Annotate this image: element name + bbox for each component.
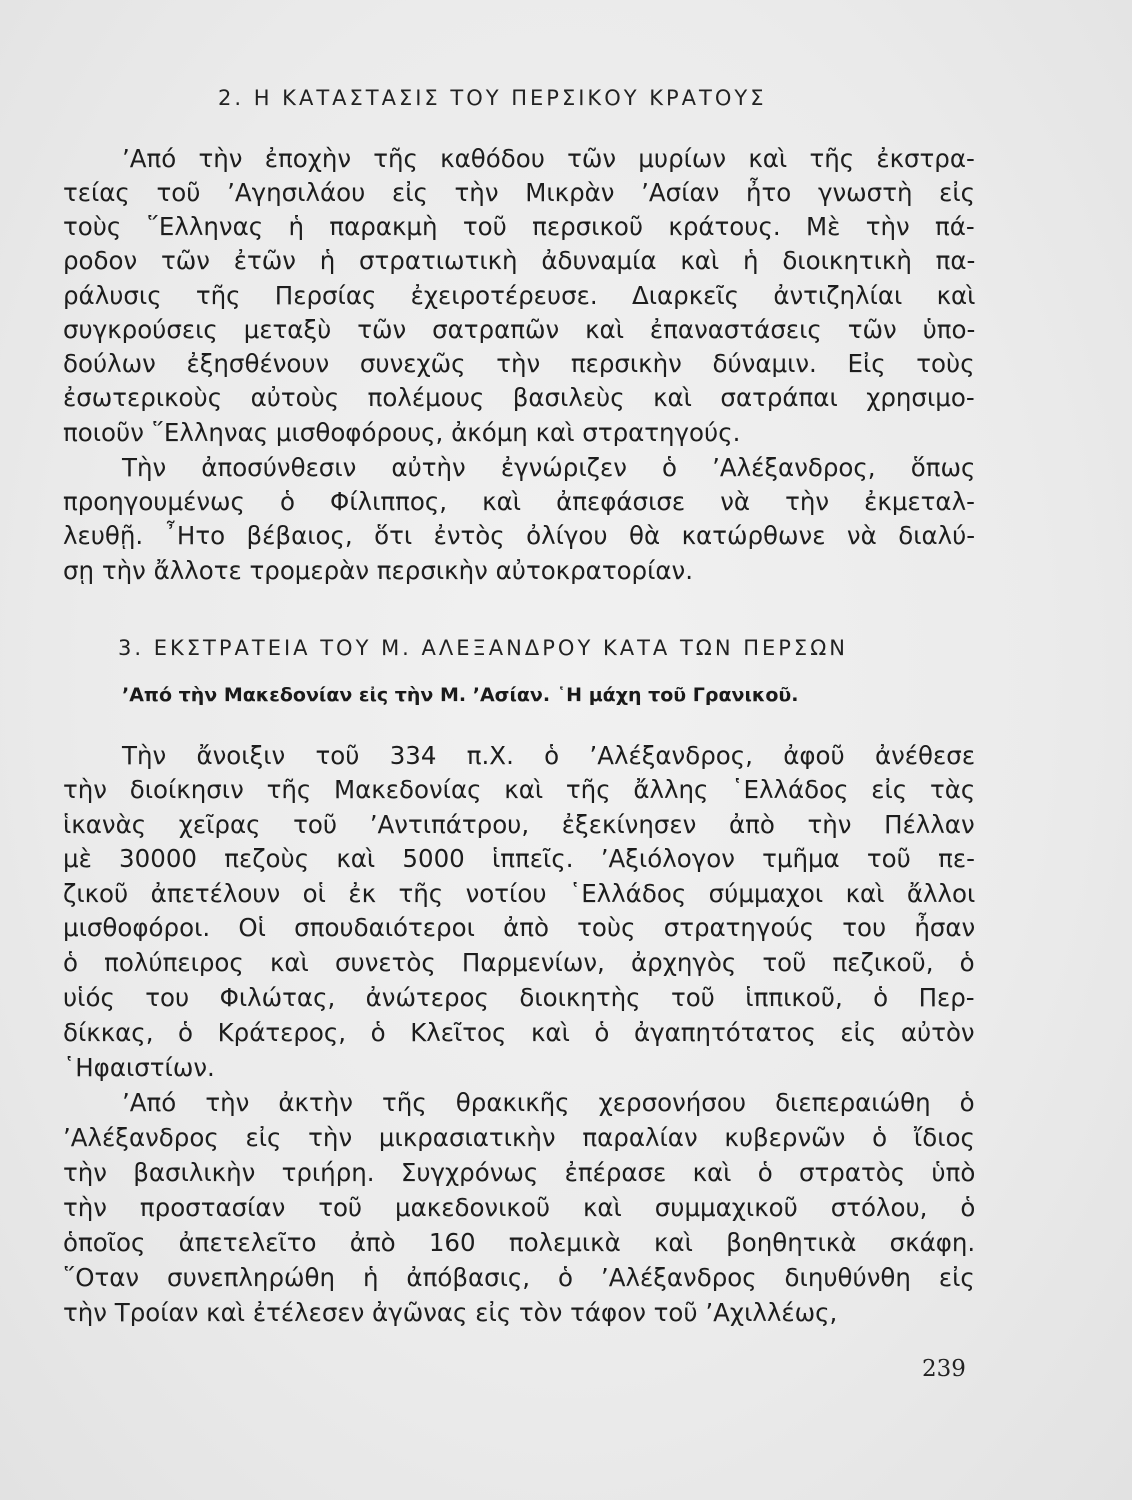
text-line: προηγουμένως ὁ Φίλιππος, καὶ ἀπεφάσισε νὰ τὴν ἐκμεταλ- xyxy=(63,487,975,516)
text-line: ὁ πολύπειρος καὶ συνετὸς Παρμενίων, ἀρχηγὸς τοῦ πεζικοῦ, ὁ xyxy=(63,948,975,977)
text-line: ῞Οταν συνεπληρώθη ἡ ἀπόβασις, ὁ ’Αλέξανδρος διηυθύνθη εἰς xyxy=(63,1263,975,1292)
text-line: ἐσωτερικοὺς αὐτοὺς πολέμους βασιλεὺς καὶ σατράπαι χρησιμο- xyxy=(63,383,975,412)
text-line: τὴν βασιλικὴν τριήρη. Συγχρόνως ἐπέρασε καὶ ὁ στρατὸς ὑπὸ xyxy=(63,1158,976,1187)
text-line: ’Από τὴν ἐποχὴν τῆς καθόδου τῶν μυρίων καὶ τῆς ἐκστρα- xyxy=(122,144,975,173)
text-line: τείας τοῦ ’Αγησιλάου εἰς τὴν Μικρὰν ’Ασίαν ἦτο γνωστὴ εἰς xyxy=(63,178,976,207)
text-line: δίκκας, ὁ Κράτερος, ὁ Κλεῖτος καὶ ὁ ἀγαπητότατος εἰς αὐτὸν xyxy=(63,1018,975,1047)
text-line: τοὺς ῞Ελληνας ἡ παρακμὴ τοῦ περσικοῦ κράτους. Μὲ τὴν πά- xyxy=(63,212,975,241)
text-line: μὲ 30000 πεζοὺς καὶ 5000 ἱππεῖς. ’Αξιόλογον τμῆμα τοῦ πε- xyxy=(63,844,975,873)
text-line: Τὴν ἀποσύνθεσιν αὐτὴν ἐγνώριζεν ὁ ’Αλέξανδρος, ὅπως xyxy=(122,453,976,482)
text-line: τὴν προστασίαν τοῦ μακεδονικοῦ καὶ συμμαχικοῦ στόλου, ὁ xyxy=(63,1193,976,1222)
text-line: ’Από τὴν ἀκτὴν τῆς θρακικῆς χερσονήσου διεπεραιώθη ὁ xyxy=(122,1088,975,1117)
text-line: μισθοφόροι. Οἱ σπουδαιότεροι ἀπὸ τοὺς στρατηγούς του ἦσαν xyxy=(63,913,976,942)
text-line: ποιοῦν ῞Ελληνας μισθοφόρους, ἀκόμη καὶ στρατηγούς. xyxy=(63,418,741,447)
section-3-subtitle: ’Από τὴν Μακεδονίαν εἰς τὴν Μ. ’Ασίαν. ῾Η μάχη τοῦ Γρανικοῦ. xyxy=(122,684,799,706)
text-line: ὁποῖος ἀπετελεῖτο ἀπὸ 160 πολεμικὰ καὶ βοηθητικὰ σκάφη. xyxy=(63,1228,976,1257)
text-line: δούλων ἐξησθένουν συνεχῶς τὴν περσικὴν δύναμιν. Εἰς τοὺς xyxy=(63,349,975,378)
text-line: ῾Ηφαιστίων. xyxy=(63,1053,215,1082)
text-line: ράλυσις τῆς Περσίας ἐχειροτέρευσε. Διαρκεῖς ἀντιζηλίαι καὶ xyxy=(63,281,976,310)
text-line: Τὴν ἄνοιξιν τοῦ 334 π.Χ. ὁ ’Αλέξανδρος, ἀφοῦ ἀνέθεσε xyxy=(122,741,976,770)
text-line: ροδον τῶν ἐτῶν ἡ στρατιωτικὴ ἀδυναμία καὶ ἡ διοικητικὴ πα- xyxy=(63,246,976,275)
page-number: 239 xyxy=(922,1356,966,1382)
text-line: ’Αλέξανδρος εἰς τὴν μικρασιατικὴν παραλίαν κυβερνῶν ὁ ἴδιος xyxy=(63,1123,975,1152)
text-line: λευθῇ. ῏Ητο βέβαιος, ὅτι ἐντὸς ὀλίγου θὰ κατώρθωνε νὰ διαλύ- xyxy=(63,521,976,550)
text-line: τὴν διοίκησιν τῆς Μακεδονίας καὶ τῆς ἄλλης ῾Ελλάδος εἰς τὰς xyxy=(63,775,976,804)
text-line: τὴν Τροίαν καὶ ἐτέλεσεν ἀγῶνας εἰς τὸν τάφον τοῦ ’Αχιλλέως, xyxy=(63,1298,838,1327)
text-line: συγκρούσεις μεταξὺ τῶν σατραπῶν καὶ ἐπαναστάσεις τῶν ὑπο- xyxy=(63,315,976,344)
text-line: υἱός του Φιλώτας, ἀνώτερος διοικητὴς τοῦ ἱππικοῦ, ὁ Περ- xyxy=(63,983,975,1012)
text-line: ἱκανὰς χεῖρας τοῦ ’Αντιπάτρου, ἐξεκίνησεν ἀπὸ τὴν Πέλλαν xyxy=(63,810,975,839)
section-2-heading: 2. Η ΚΑΤΑΣΤΑΣΙΣ ΤΟΥ ΠΕΡΣΙΚΟΥ ΚΡΑΤΟΥΣ xyxy=(218,86,767,110)
section-3-heading: 3. ΕΚΣΤΡΑΤΕΙΑ ΤΟΥ Μ. ΑΛΕΞΑΝΔΡΟΥ ΚΑΤΑ ΤΩΝ ΠΕΡΣΩΝ xyxy=(118,636,848,660)
text-line: ζικοῦ ἀπετέλουν οἱ ἐκ τῆς νοτίου ῾Ελλάδος σύμμαχοι καὶ ἄλλοι xyxy=(63,879,976,908)
text-line: σῃ τὴν ἄλλοτε τρομερὰν περσικὴν αὐτοκρατορίαν. xyxy=(63,556,694,585)
